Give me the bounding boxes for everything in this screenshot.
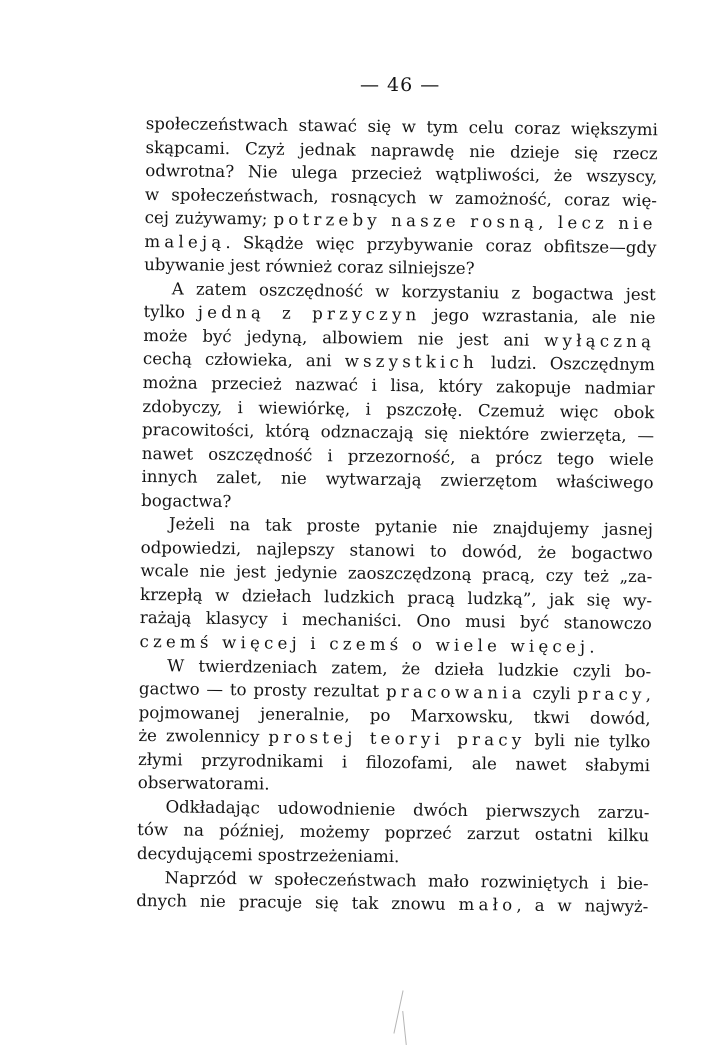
text-run: wcale nie jest jedynie zaoszczędzoną pracą, czy też „za- [140, 561, 653, 587]
text-run: pracowitości, którą odznaczają się niektóre zwierzęta, — [142, 420, 655, 446]
text-line [136, 889, 648, 919]
text-run: cechą człowieka, ani [142, 349, 345, 371]
text-run: jego wzrastania, ale nie [420, 305, 656, 328]
text-run: obserwatorami. [137, 773, 270, 794]
text-run: w społeczeństwach, rosnących w zamożność, coraz wię- [144, 184, 658, 210]
spaced-emphasis-text: czemś więcej i czemś o wiele więcej [139, 631, 590, 657]
body-text [136, 112, 658, 919]
page-number: — 46 — [360, 74, 441, 96]
text-run: czyli [525, 683, 578, 704]
text-run: bogactwa? [141, 490, 232, 511]
text-run: odwrotna? Nie ulega przecież wątpliwości, że wszyscy, [145, 161, 658, 187]
text-run: byli nie tylko [525, 730, 651, 752]
text-run: gactwo — to prosty rezultat [138, 679, 387, 702]
text-run: tylko [143, 302, 198, 323]
spaced-emphasis-text: potrzeby nasze rosną, lecz nie [273, 209, 657, 234]
spaced-emphasis-text: wyłączną [544, 330, 656, 352]
text-run: W twierdzeniach zatem, że dzieła ludzkie czyli bo- [167, 655, 652, 681]
spaced-emphasis-text: maleją [144, 231, 226, 252]
text-run: Odkładając udowodnienie dwóch pierwszych zarzu- [165, 797, 650, 823]
text-run: ludzi. Oszczędnym [477, 353, 656, 375]
spaced-emphasis-text: jedną z przyczyn [197, 303, 421, 325]
text-run: rażają klasycy i mechaniści. Ono musi być stanowczo [139, 608, 652, 634]
text-run: Jeżeli na tak proste pytanie nie znajdujemy jasnej [168, 514, 654, 540]
text-run: złymi przyrodnikami i filozofami, ale nawet słabymi [137, 749, 651, 775]
text-run: że zwolennicy [138, 726, 269, 747]
text-run: krzepłą w dziełach ludzkich pracą ludzką”, jak się wy- [139, 584, 653, 611]
spaced-emphasis-text: wszystkich [344, 351, 479, 373]
text-run: może być jedyną, albowiem nie jest ani [143, 325, 545, 350]
text-run: dnych nie pracuje się tak znowu [136, 890, 459, 914]
text-run: ubywanie jest również coraz silniejsze? [144, 255, 475, 279]
text-run: innych zalet, nie wytwarzają zwierzętom właściwego [141, 467, 654, 493]
spaced-emphasis-text: pracowania [385, 682, 526, 703]
text-run: społeczeństwach stawać się w tym celu coraz większymi [145, 113, 658, 140]
text-run: nawet oszczędność i przezorność, a prócz tego wiele [141, 443, 654, 469]
text-run: . Skądże więc przybywanie coraz obfitsze—gdy [225, 232, 657, 257]
text-run: skąpcami. Czyż jednak naprawdę nie dzieje się rzecz [145, 137, 658, 163]
text-run: . [589, 637, 595, 657]
text-run: zdobyczy, i wiewiórkę, i pszczołę. Czemuż więc obok [142, 396, 655, 422]
spaced-emphasis-text: mało [458, 894, 517, 915]
scan-mark [402, 1011, 407, 1045]
spaced-emphasis-text: prostej teoryi pracy [268, 727, 526, 750]
text-run: tów na później, możemy poprzeć zarzut ostatni kilku [137, 820, 650, 846]
text-run: A zatem oszczędność w korzystaniu z bogactwa jest [171, 279, 656, 305]
text-run: Naprzód w społeczeństwach mało rozwiniętych i bie- [164, 867, 649, 893]
text-run: odpowiedzi, najlepszy stanowi to dowód, że bogactwo [140, 537, 653, 564]
text-run: decydującemi spostrzeżeniami. [136, 843, 400, 867]
text-run: pojmowanej jeneralnie, po Marxowsku, tkwi dowód, [138, 702, 651, 728]
spaced-emphasis-text: pracy [577, 684, 646, 705]
text-run: , a w najwyż- [516, 895, 649, 917]
text-run: cej zużywamy; [144, 208, 274, 229]
text-run: można przecież nazwać i lisa, który zakopuje nadmiar [142, 372, 655, 399]
text-run: , [645, 685, 652, 705]
